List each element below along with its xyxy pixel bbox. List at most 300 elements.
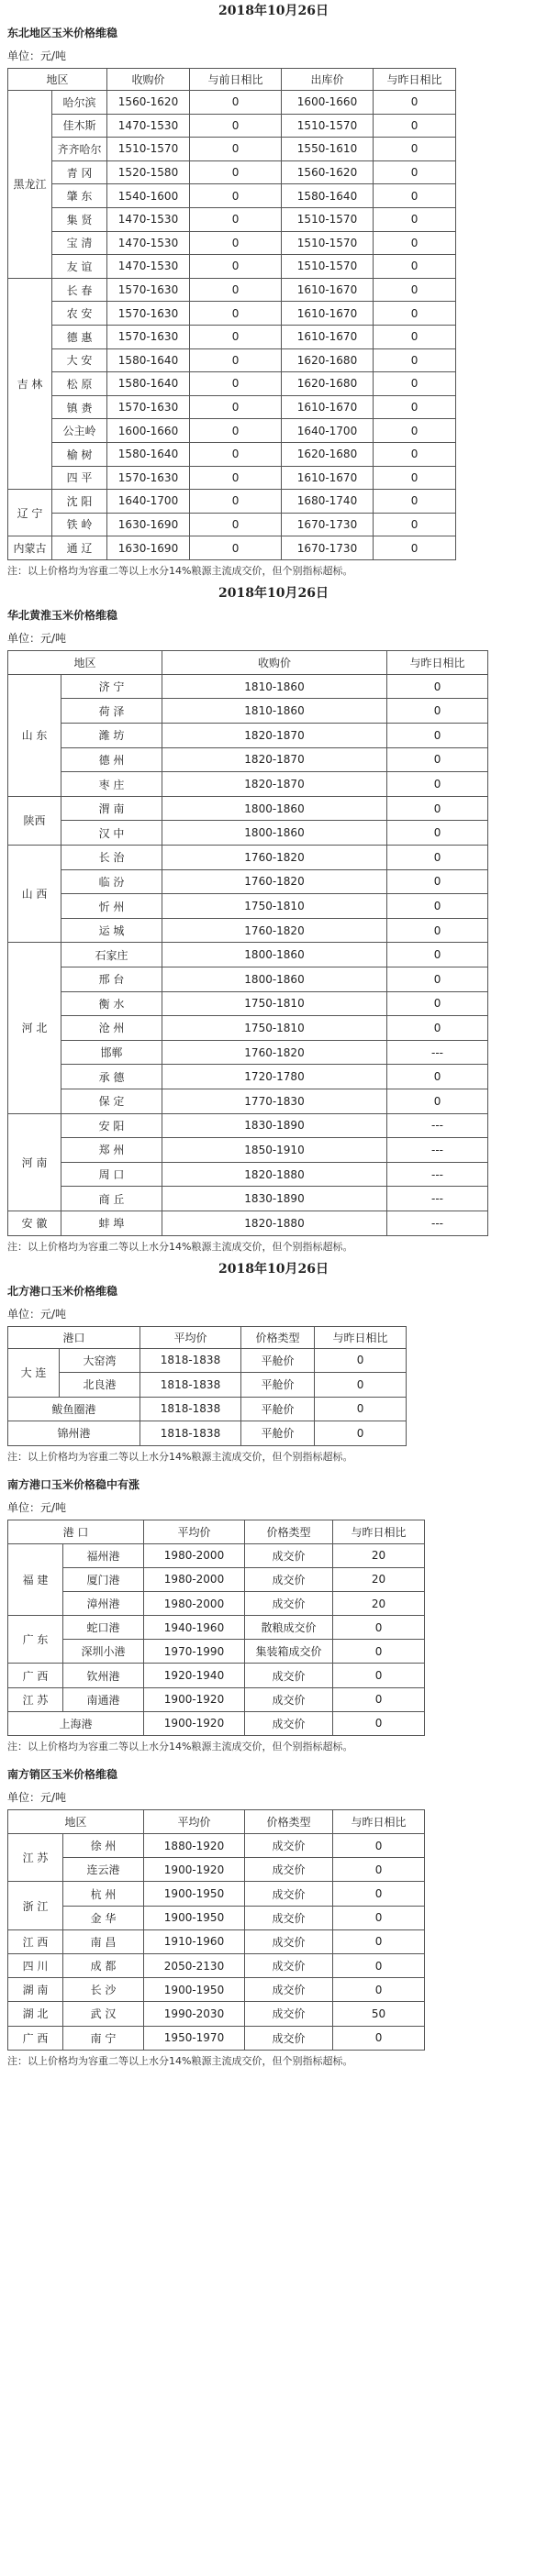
value-cell: 1600-1660 [282,91,374,115]
value-cell: 1980-2000 [144,1543,245,1567]
value-cell: 0 [333,1711,425,1735]
value-cell: 0 [190,302,282,326]
value-cell: 0 [374,442,456,466]
table-row [8,1953,425,1977]
table-row [8,772,488,797]
value-cell: 0 [333,1953,425,1977]
value-cell: --- [387,1040,488,1065]
place-cell: 蛇口港 [63,1616,144,1640]
table-row [8,1567,425,1591]
column-header: 港口 [8,1326,140,1348]
value-cell: 0 [333,1906,425,1929]
table-row [8,1543,425,1567]
table-row [8,1978,425,2002]
table-row [8,372,456,396]
value-cell: 0 [387,846,488,870]
unit-label: 单位：元/吨 [7,50,67,62]
table-row [8,1711,425,1735]
table-row [8,536,456,560]
value-cell: 1550-1610 [282,138,374,161]
value-cell: 0 [374,255,456,279]
value-cell: 0 [387,991,488,1016]
region-cell: 浙 江 [8,1882,63,1929]
place-cell: 沧 州 [61,1016,162,1041]
value-cell: 1570-1630 [107,325,190,348]
value-cell: 1610-1670 [282,278,374,302]
value-cell: 0 [190,207,282,231]
section-date: 2018年10月26日 [218,1261,329,1277]
table-row [8,1421,407,1446]
value-cell: 1570-1630 [107,466,190,490]
price-table [7,650,488,1236]
place-cell: 齐齐哈尔 [52,138,107,161]
value-cell: 1920-1940 [144,1664,245,1687]
place-cell: 潍 坊 [61,724,162,748]
value-cell: 1900-1950 [144,1978,245,2002]
value-cell: 0 [374,395,456,419]
value-cell: 0 [374,160,456,184]
value-cell: 1620-1680 [282,442,374,466]
place-cell: 松 原 [52,372,107,396]
table-row [8,1687,425,1711]
value-cell: 1470-1530 [107,114,190,138]
place-cell: 沈 阳 [52,490,107,514]
region-cell: 广 西 [8,2026,63,2050]
value-cell: 1800-1860 [162,967,387,992]
value-cell: 1800-1860 [162,943,387,967]
region-cell: 广 东 [8,1616,63,1664]
place-cell: 保 定 [61,1089,162,1113]
table-row [8,747,488,772]
unit-label: 单位：元/吨 [7,1500,67,1514]
place-cell: 武 汉 [63,2002,144,2026]
value-cell: 0 [190,325,282,348]
place-cell: 汉 中 [61,821,162,846]
table-row [8,325,456,348]
value-cell: 成交价 [245,1929,333,1953]
section-title: 南方销区玉米价格维稳 [7,1768,118,1782]
footnote: 注：以上价格均为容重二等以上水分14%粮源主流成交价，但个别指标超标。 [7,564,353,577]
value-cell: 0 [374,184,456,208]
region-cell: 大 连 [8,1348,60,1397]
place-cell: 鲅鱼圈港 [8,1397,140,1421]
column-header: 地区 [8,650,162,674]
value-cell: 1810-1860 [162,674,387,699]
value-cell: 1510-1570 [107,138,190,161]
value-cell: 1540-1600 [107,184,190,208]
value-cell: 20 [333,1567,425,1591]
region-cell: 山 东 [8,674,61,796]
table-row [8,699,488,724]
value-cell: 1720-1780 [162,1065,387,1089]
place-cell: 郑 州 [61,1138,162,1163]
price-table [7,1326,407,1446]
region-cell: 江 西 [8,1929,63,1953]
place-cell: 长 沙 [63,1978,144,2002]
value-cell: --- [387,1187,488,1211]
value-cell: 0 [333,1687,425,1711]
value-cell: 0 [333,1640,425,1664]
table-row [8,466,456,490]
value-cell: 0 [387,747,488,772]
table-row [8,674,488,699]
table-row [8,1373,407,1398]
place-cell: 周 口 [61,1162,162,1187]
value-cell: 1900-1920 [144,1858,245,1882]
value-cell: --- [387,1162,488,1187]
value-cell: 1680-1740 [282,490,374,514]
region-cell: 黑龙江 [8,91,52,279]
table-row [8,91,456,115]
table-row [8,2002,425,2026]
value-cell: 0 [374,348,456,372]
place-cell: 石家庄 [61,943,162,967]
column-header: 价格类型 [245,1810,333,1834]
place-cell: 杭 州 [63,1882,144,1906]
place-cell: 德 惠 [52,325,107,348]
value-cell: 1670-1730 [282,513,374,536]
place-cell: 南 昌 [63,1929,144,1953]
table-row [8,419,456,443]
value-cell: 1750-1810 [162,1016,387,1041]
table-header-row [8,1520,425,1543]
place-cell: 公主岭 [52,419,107,443]
value-cell: 0 [387,1016,488,1041]
value-cell: 0 [374,466,456,490]
value-cell: 1600-1660 [107,419,190,443]
column-header: 与昨日相比 [333,1810,425,1834]
value-cell: 0 [387,967,488,992]
value-cell: 0 [190,536,282,560]
value-cell: 1510-1570 [282,207,374,231]
price-table [7,1520,425,1737]
value-cell: 0 [374,536,456,560]
place-cell: 友 谊 [52,255,107,279]
value-cell: 0 [333,1929,425,1953]
value-cell: 0 [387,772,488,797]
table-row [8,1397,407,1421]
column-header: 与昨日相比 [387,650,488,674]
table-row [8,846,488,870]
value-cell: 成交价 [245,2026,333,2050]
value-cell: 成交价 [245,1834,333,1858]
table-row [8,821,488,846]
value-cell: 1510-1570 [282,231,374,255]
region-cell: 广 西 [8,1664,63,1687]
value-cell: 0 [190,278,282,302]
region-cell: 四 川 [8,1953,63,1977]
place-cell: 金 华 [63,1906,144,1929]
value-cell: 成交价 [245,1711,333,1735]
place-cell: 成 都 [63,1953,144,1977]
table-row [8,1113,488,1138]
table-row [8,1211,488,1235]
place-cell: 忻 州 [61,894,162,919]
region-cell: 福 建 [8,1543,63,1616]
place-cell: 临 汾 [61,869,162,894]
unit-label: 单位：元/吨 [7,631,67,645]
place-cell: 蚌 埠 [61,1211,162,1235]
value-cell: 1580-1640 [107,348,190,372]
value-cell: 1820-1870 [162,747,387,772]
place-cell: 北良港 [60,1373,140,1398]
region-cell: 河 南 [8,1113,61,1211]
value-cell: 0 [387,894,488,919]
table-row [8,1040,488,1065]
price-table [7,1809,425,2051]
value-cell: 1470-1530 [107,255,190,279]
table-row [8,1664,425,1687]
value-cell: 50 [333,2002,425,2026]
place-cell: 镇 赉 [52,395,107,419]
unit-label: 单位：元/吨 [7,1791,67,1805]
value-cell: 1850-1910 [162,1138,387,1163]
value-cell: 1760-1820 [162,918,387,943]
table-row [8,302,456,326]
price-section [0,1258,547,1468]
value-cell: 成交价 [245,1543,333,1567]
section-date: 2018年10月26日 [218,4,329,18]
place-cell: 长 春 [52,278,107,302]
value-cell: 0 [387,1089,488,1113]
column-header: 平均价 [144,1520,245,1543]
footnote: 注：以上价格均为容重二等以上水分14%粮源主流成交价，但个别指标超标。 [7,2054,353,2067]
place-cell: 长 治 [61,846,162,870]
place-cell: 四 平 [52,466,107,490]
value-cell: 20 [333,1543,425,1567]
table-row [8,1882,425,1906]
value-cell: 1830-1890 [162,1113,387,1138]
value-cell: 1570-1630 [107,395,190,419]
table-row [8,1929,425,1953]
value-cell: 平舱价 [241,1348,315,1373]
table-row [8,1906,425,1929]
table-row [8,513,456,536]
value-cell: 0 [190,348,282,372]
table-row [8,278,456,302]
value-cell: 1800-1860 [162,796,387,821]
column-header: 平均价 [140,1326,241,1348]
place-cell: 深圳小港 [63,1640,144,1664]
value-cell: 0 [374,513,456,536]
table-header-row [8,1326,407,1348]
value-cell: 0 [387,869,488,894]
table-row [8,1089,488,1113]
place-cell: 上海港 [8,1711,144,1735]
column-header: 价格类型 [241,1326,315,1348]
column-header: 地区 [8,1810,144,1834]
table-row [8,207,456,231]
value-cell: 0 [374,302,456,326]
value-cell: 1900-1950 [144,1882,245,1906]
value-cell: 1630-1690 [107,536,190,560]
place-cell: 安 阳 [61,1113,162,1138]
value-cell: 1820-1880 [162,1211,387,1235]
value-cell: 0 [190,91,282,115]
value-cell: 1610-1670 [282,302,374,326]
place-cell: 承 德 [61,1065,162,1089]
value-cell: 1640-1700 [282,419,374,443]
value-cell: 1800-1860 [162,821,387,846]
region-cell: 湖 南 [8,1978,63,2002]
value-cell: 0 [315,1397,407,1421]
table-row [8,1591,425,1615]
place-cell: 集 贤 [52,207,107,231]
table-row [8,395,456,419]
column-header: 与前日相比 [190,69,282,91]
place-cell: 南通港 [63,1687,144,1711]
value-cell: 成交价 [245,1664,333,1687]
value-cell: 0 [387,724,488,748]
place-cell: 福州港 [63,1543,144,1567]
value-cell: 0 [387,699,488,724]
value-cell: 1580-1640 [107,442,190,466]
value-cell: 0 [333,1834,425,1858]
price-section [0,582,547,1258]
value-cell: 0 [333,1616,425,1640]
value-cell: 1610-1670 [282,466,374,490]
value-cell: 1940-1960 [144,1616,245,1640]
value-cell: 成交价 [245,1591,333,1615]
table-row [8,1138,488,1163]
place-cell: 大 安 [52,348,107,372]
value-cell: 0 [190,466,282,490]
value-cell: 0 [333,1882,425,1906]
value-cell: 0 [315,1373,407,1398]
place-cell: 榆 树 [52,442,107,466]
value-cell: 1750-1810 [162,894,387,919]
value-cell: 0 [374,325,456,348]
value-cell: 0 [190,184,282,208]
column-header: 与昨日相比 [315,1326,407,1348]
value-cell: 1880-1920 [144,1834,245,1858]
value-cell: 0 [333,1978,425,2002]
place-cell: 肇 东 [52,184,107,208]
value-cell: 0 [190,395,282,419]
footnote: 注：以上价格均为容重二等以上水分14%粮源主流成交价，但个别指标超标。 [7,1741,353,1753]
table-row [8,1162,488,1187]
value-cell: 0 [333,1664,425,1687]
value-cell: 1560-1620 [282,160,374,184]
value-cell: 1900-1920 [144,1687,245,1711]
value-cell: 1570-1630 [107,278,190,302]
footnote: 注：以上价格均为容重二等以上水分14%粮源主流成交价，但个别指标超标。 [7,1450,353,1463]
value-cell: 1818-1838 [140,1348,241,1373]
value-cell: 1760-1820 [162,846,387,870]
table-row [8,869,488,894]
table-row [8,894,488,919]
table-row [8,918,488,943]
table-row [8,943,488,967]
value-cell: 1900-1920 [144,1711,245,1735]
table-row [8,1858,425,1882]
table-row [8,796,488,821]
value-cell: 0 [387,943,488,967]
value-cell: 1560-1620 [107,91,190,115]
value-cell: 平舱价 [241,1421,315,1446]
table-row [8,114,456,138]
place-cell: 枣 庄 [61,772,162,797]
place-cell: 渭 南 [61,796,162,821]
value-cell: 1510-1570 [282,255,374,279]
value-cell: 1640-1700 [107,490,190,514]
table-row [8,490,456,514]
table-header-row [8,69,456,91]
region-cell: 陕西 [8,796,61,845]
footnote: 注：以上价格均为容重二等以上水分14%粮源主流成交价，但个别指标超标。 [7,1240,353,1253]
place-cell: 邢 台 [61,967,162,992]
value-cell: 20 [333,1591,425,1615]
place-cell: 商 丘 [61,1187,162,1211]
unit-label: 单位：元/吨 [7,1307,67,1321]
section-title: 华北黄淮玉米价格维稳 [7,608,118,622]
value-cell: 0 [374,419,456,443]
value-cell: 2050-2130 [144,1953,245,1977]
value-cell: 1818-1838 [140,1373,241,1398]
value-cell: 1760-1820 [162,1040,387,1065]
value-cell: 1510-1570 [282,114,374,138]
column-header: 价格类型 [245,1520,333,1543]
value-cell: 0 [374,490,456,514]
price-table [7,68,456,560]
column-header: 港 口 [8,1520,144,1543]
value-cell: 0 [387,918,488,943]
place-cell: 哈尔滨 [52,91,107,115]
value-cell: 0 [387,821,488,846]
value-cell: 0 [374,372,456,396]
value-cell: 1610-1670 [282,325,374,348]
region-cell: 安 徽 [8,1211,61,1235]
value-cell: 1820-1880 [162,1162,387,1187]
column-header: 出库价 [282,69,374,91]
value-cell: 平舱价 [241,1397,315,1421]
region-cell: 内蒙古 [8,536,52,560]
value-cell: 0 [190,231,282,255]
value-cell: 0 [387,1065,488,1089]
value-cell: 平舱价 [241,1373,315,1398]
value-cell: 1900-1950 [144,1906,245,1929]
price-section [0,1758,547,2073]
value-cell: 0 [374,138,456,161]
value-cell: 0 [190,372,282,396]
column-header: 与昨日相比 [374,69,456,91]
region-cell: 江 苏 [8,1687,63,1711]
place-cell: 漳州港 [63,1591,144,1615]
table-row [8,2026,425,2050]
section-title: 南方港口玉米价格稳中有涨 [7,1477,140,1491]
value-cell: 0 [315,1421,407,1446]
value-cell: 1470-1530 [107,207,190,231]
table-row [8,255,456,279]
table-row [8,231,456,255]
place-cell: 大窑湾 [60,1348,140,1373]
price-section [0,1468,547,1759]
value-cell: 0 [333,2026,425,2050]
table-row [8,442,456,466]
table-row [8,1016,488,1041]
place-cell: 邯郸 [61,1040,162,1065]
table-row [8,1640,425,1664]
value-cell: 1980-2000 [144,1567,245,1591]
place-cell: 南 宁 [63,2026,144,2050]
column-header: 收购价 [162,650,387,674]
place-cell: 农 安 [52,302,107,326]
place-cell: 连云港 [63,1858,144,1882]
place-cell: 宝 清 [52,231,107,255]
place-cell: 厦门港 [63,1567,144,1591]
table-row [8,1348,407,1373]
value-cell: 1670-1730 [282,536,374,560]
